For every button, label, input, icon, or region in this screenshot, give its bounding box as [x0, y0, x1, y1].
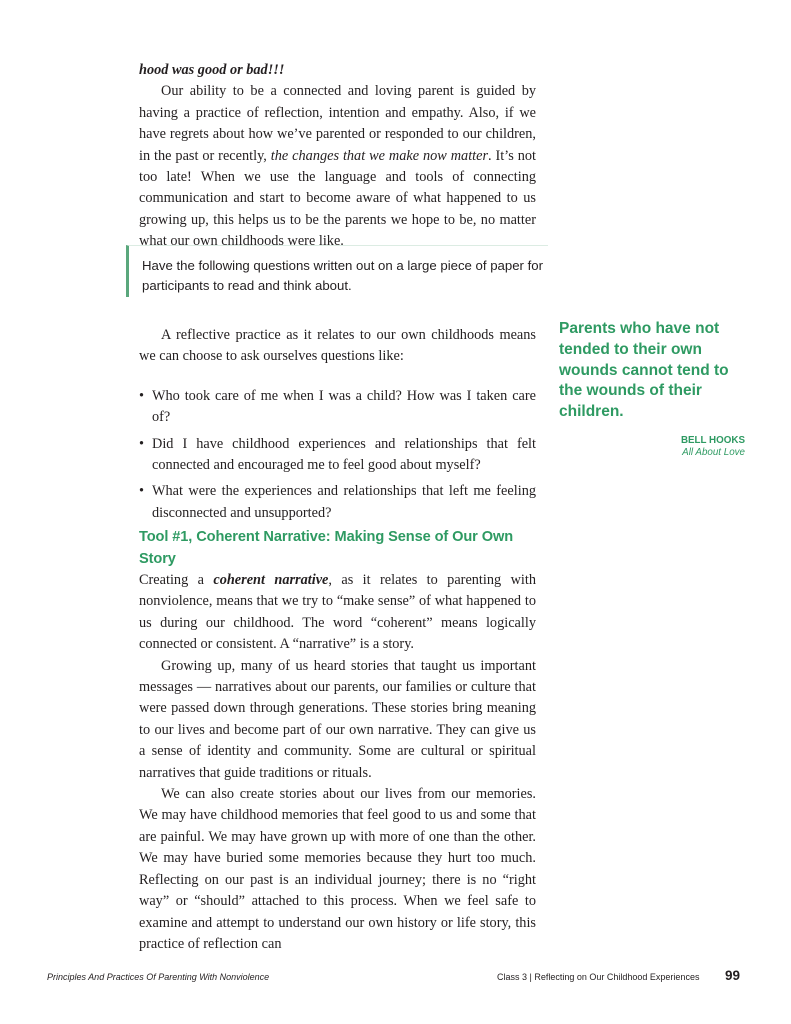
paragraph-text: Creating a: [139, 572, 214, 588]
list-item-text: Who took care of me when I was a child? How was I taken care of?: [152, 387, 536, 426]
tool-section: [139, 526, 536, 955]
paragraph-memories: We can also create stories about our lives from our memories. We may have childhood memories that feel good to us and some that are painful. We may have grown up with more of one than the other. We may have buried some memories because they hurt too much. Reflecting on our past is an individual journey; there is no “right way” or “should” attached to this process. When we feel safe to examine and attempt to understand our own history or life story, this practice of reflection can: [139, 786, 536, 952]
emphasis-text: the changes that we make now matter: [270, 147, 489, 164]
paragraph-text: Our ability to be a connected and loving parent is guided by having a practice of reflection, intention and empathy. Also, if we have regrets about how we’ve parented or responded to our children, in the past or recently,: [139, 83, 536, 164]
bullet-icon: •: [139, 435, 145, 452]
paragraph-reflection-intro: [139, 81, 536, 252]
section-heading: Tool #1, Coherent Narrative: Making Sense of Our Own Story: [139, 529, 514, 567]
pull-quote-author: BELL HOOKS: [680, 434, 745, 446]
bullet-icon: •: [139, 387, 145, 404]
pull-quote: [559, 319, 749, 458]
paragraph-text: . It’s not too late! When we use the language and tools of connecting communication and start to become aware of what happened to us growing up, this helps us to be the parents we hope to be, no matter what our own childhoods were like.: [139, 147, 536, 250]
list-item: [139, 434, 536, 477]
question-list: [139, 386, 536, 524]
top-section: [139, 60, 536, 253]
list-item-text: What were the experiences and relationships that left me feeling disconnected and unsupported?: [152, 483, 536, 521]
reflective-practice-section: [139, 325, 536, 529]
callout-text: Have the following questions written out on a large piece of paper for participants to read and think about.: [142, 258, 543, 293]
pull-quote-text: Parents who have not tended to their own wounds cannot tend to the wounds of their children.: [559, 320, 729, 421]
list-item: [139, 481, 536, 524]
bullet-icon: •: [139, 483, 145, 500]
key-term: coherent narrative: [213, 572, 329, 588]
facilitator-callout-box: [126, 245, 548, 297]
footer-chapter: Class 3 | Reflecting on Our Childhood Experiences: [497, 972, 700, 982]
list-item: [139, 386, 536, 429]
footer-book-title: Principles And Practices Of Parenting With Nonviolence: [47, 972, 270, 982]
paragraph-growing-up: Growing up, many of us heard stories that taught us important messages — narratives about our parents, our families or culture that were passed down through generations. These stories bring meaning to our lives and become part of our own narrative. They can give us a sense of identity and community. Some are cultural or spiritual narratives that guide traditions or rituals.: [139, 657, 536, 781]
pull-quote-source: All About Love: [682, 446, 745, 458]
reflect-intro: A reflective practice as it relates to our own childhoods means we can choose to ask ourselves questions like:: [139, 327, 536, 365]
list-item-text: Did I have childhood experiences and relationships that felt connected and encouraged me to feel good about myself?: [152, 435, 536, 474]
lead-fragment: hood was good or bad!!!: [139, 62, 285, 78]
paragraph-coherent-narrative: [139, 570, 536, 656]
page-number: 99: [725, 968, 741, 983]
paragraph-text: , as it relates to parenting with nonviolence, means that we try to “make sense” of what happened to us during our childhood. The word “coherent” means logically connected or consistent. A “narrative” is a story.: [139, 572, 536, 653]
